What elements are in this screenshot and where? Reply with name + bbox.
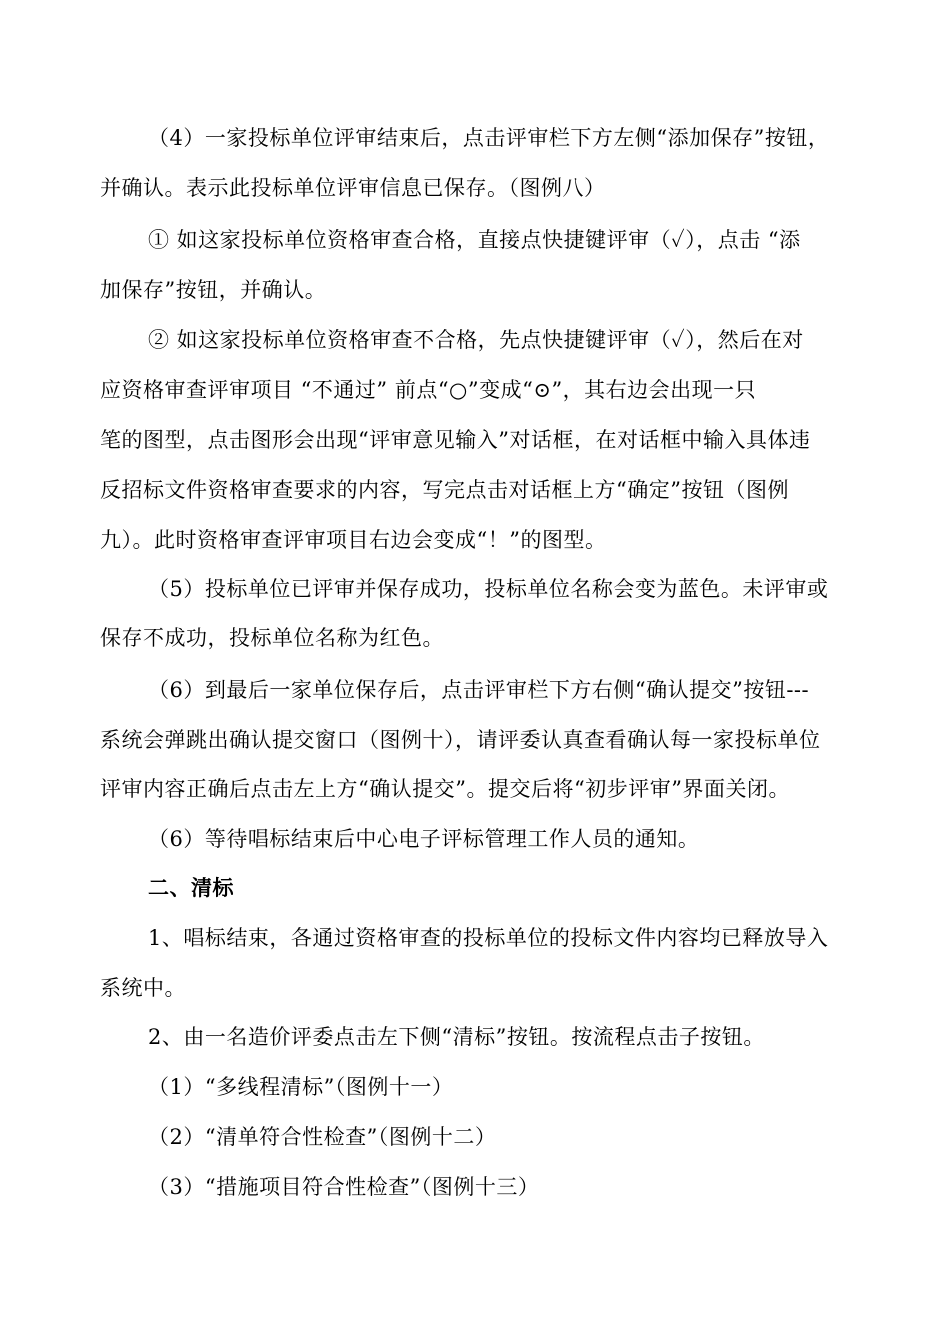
item-2-line-2: 应资格审查评审项目 “不通过” 前点“○”变成“⊙”，其右边会出现一只	[100, 378, 757, 402]
para-5-line-2: 保存不成功，投标单位名称为红色。	[100, 626, 444, 650]
item-2-line-3: 笔的图型，点击图形会出现“评审意见输入”对话框，在对话框中输入具体违	[100, 428, 811, 452]
para-4-line-1: （4）一家投标单位评审结束后，点击评审栏下方左侧“添加保存”按钮，	[148, 126, 830, 150]
para-6-line-1: （6）到最后一家单位保存后，点击评审栏下方右侧“确认提交”按钮---	[148, 678, 810, 702]
para-6-line-2: 系统会弹跳出确认提交窗口（图例十），请评委认真查看确认每一家投标单位	[100, 728, 821, 752]
section-heading-qingbiao: 二、清标	[148, 876, 234, 900]
sub-step-1: （1）“多线程清标”（图例十一）	[148, 1075, 454, 1099]
step-2-line-1: 2、由一名造价评委点击左下侧“清标”按钮。按流程点击子按钮。	[148, 1025, 765, 1049]
item-2-line-4: 反招标文件资格审查要求的内容，写完点击对话框上方“确定”按钮（图例	[100, 478, 789, 502]
step-1-line-2: 系统中。	[100, 976, 186, 1000]
item-1-line-2: 加保存”按钮，并确认。	[100, 278, 327, 302]
step-1-line-1: 1、唱标结束，各通过资格审查的投标单位的投标文件内容均已释放导入	[148, 926, 829, 950]
sub-step-2: （2）“清单符合性检查”（图例十二）	[148, 1125, 497, 1149]
para-4-line-2: 并确认。表示此投标单位评审信息已保存。（图例八）	[100, 176, 606, 200]
item-2-line-5: 九）。此时资格审查评审项目右边会变成“！”的图型。	[100, 528, 607, 552]
sub-step-3: （3）“措施项目符合性检查”（图例十三）	[148, 1175, 540, 1199]
para-6-line-3: 评审内容正确后点击左上方“确认提交”。提交后将“初步评审”界面关闭。	[100, 777, 790, 801]
item-2-line-1: ② 如这家投标单位资格审查不合格，先点快捷键评审（✓），然后在对	[148, 328, 804, 352]
para-6b-line-1: （6）等待唱标结束后中心电子评标管理工作人员的通知。	[148, 827, 700, 851]
item-1-line-1: ① 如这家投标单位资格审查合格，直接点快捷键评审（✓），点击 “添	[148, 228, 801, 252]
para-5-line-1: （5）投标单位已评审并保存成功，投标单位名称会变为蓝色。未评审或	[148, 577, 829, 601]
